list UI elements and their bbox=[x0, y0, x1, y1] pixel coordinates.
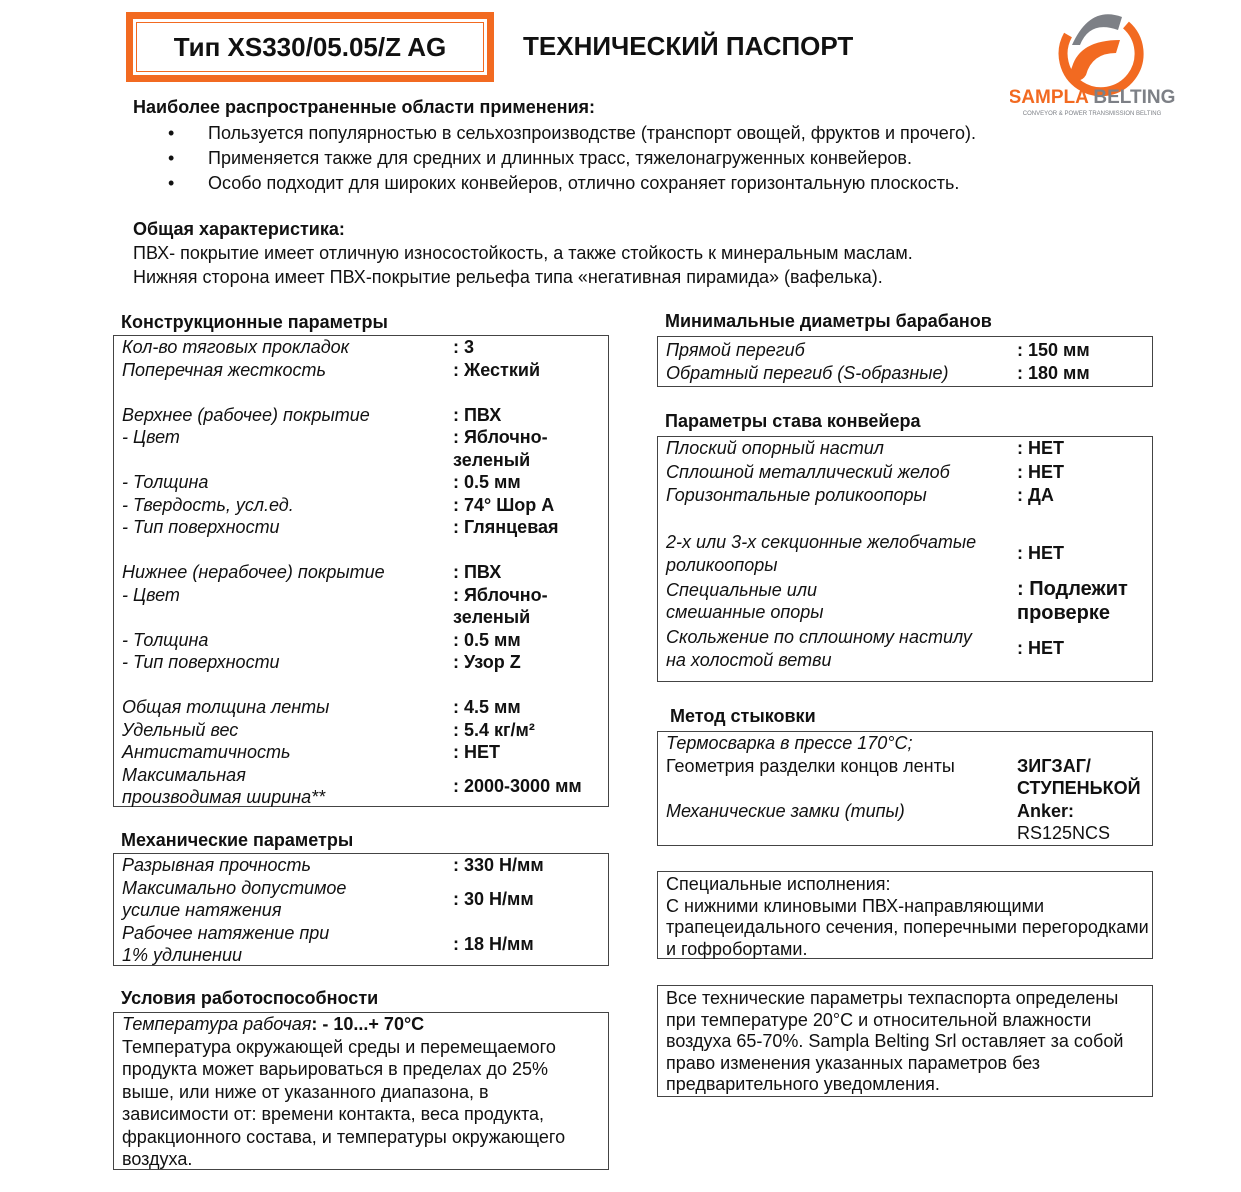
geometry-value: ЗИГЗАГ/ СТУПЕНЬКОЙ bbox=[1017, 755, 1141, 798]
temperature-value: : - 10...+ 70°C bbox=[311, 1014, 425, 1034]
spacer bbox=[122, 539, 608, 562]
param-label: Прямой перегиб bbox=[666, 340, 805, 360]
param-label: Общая толщина ленты bbox=[122, 697, 330, 717]
param-label: - Толщина bbox=[122, 629, 209, 650]
param-value: : Яблочно- зеленый bbox=[453, 427, 548, 470]
param-value: : 0.5 мм bbox=[453, 472, 521, 492]
param-value: : НЕТ bbox=[1017, 638, 1064, 659]
param-label: Рабочее натяжение при 1% удлинении bbox=[122, 922, 330, 965]
param-label: Верхнее (рабочее) покрытие bbox=[122, 404, 370, 425]
param-value: : Глянцевая bbox=[453, 517, 559, 537]
param-label: Нижнее (нерабочее) покрытие bbox=[122, 562, 385, 582]
param-label: Сплошной металлический желоб bbox=[666, 461, 950, 482]
param-value: : ПВХ bbox=[453, 404, 502, 425]
param-value: : Подлежит проверке bbox=[1017, 578, 1128, 624]
operating-box bbox=[113, 1012, 609, 1170]
general-heading: Общая характеристика: bbox=[133, 219, 345, 239]
param-label: Скольжение по сплошному настилу на холостой ветви bbox=[666, 627, 972, 670]
logo-icon bbox=[1010, 5, 1175, 120]
param-value: : НЕТ bbox=[1017, 461, 1064, 482]
param-label: Антистатичность bbox=[122, 742, 291, 762]
param-value: : 2000-3000 мм bbox=[453, 775, 582, 796]
param-label: - Цвет bbox=[122, 427, 180, 447]
param-value: : 0.5 мм bbox=[453, 629, 521, 650]
param-value: : НЕТ bbox=[1017, 543, 1064, 564]
construction-heading: Конструкционные параметры bbox=[121, 312, 388, 332]
svg-text:SAMPLA BELTING: SAMPLA BELTING bbox=[1010, 87, 1175, 108]
pulleys-table bbox=[657, 336, 1153, 387]
general-line: Нижняя сторона имеет ПВХ-покрытие рельефа типа «негативная пирамида» (вафелька). bbox=[133, 267, 883, 287]
param-value: : 5.4 кг/м² bbox=[453, 719, 535, 740]
param-label: Поперечная жесткость bbox=[122, 359, 326, 380]
mech-fasteners-model: RS125NCS bbox=[1017, 823, 1111, 843]
param-label: Кол-во тяговых прокладок bbox=[122, 337, 350, 357]
document-title: ТЕХНИЧЕСКИЙ ПАСПОРТ bbox=[523, 31, 854, 61]
param-value: : Узор Z bbox=[453, 652, 521, 672]
frame-heading: Параметры става конвейера bbox=[665, 411, 921, 431]
param-value: : 150 мм bbox=[1017, 340, 1090, 360]
general-line: ПВХ- покрытие имеет отличную износостойкость, а также стойкость к минеральным маслам. bbox=[133, 243, 913, 263]
param-label: - Цвет bbox=[122, 584, 180, 605]
param-value: : Яблочно- зеленый bbox=[453, 584, 548, 627]
param-label: Плоский опорный настил bbox=[666, 438, 884, 458]
param-label: 2-х или 3-х секционные желобчатые роликоопоры bbox=[666, 532, 977, 575]
param-value: : 4.5 мм bbox=[453, 697, 521, 717]
frame-table bbox=[657, 436, 1153, 682]
list-item: • Особо подходит для широких конвейеров, отлично сохраняет горизонтальную плоскость. bbox=[168, 171, 976, 196]
param-label: - Тип поверхности bbox=[122, 517, 280, 537]
param-value: : 180 мм bbox=[1017, 362, 1090, 383]
param-value: : НЕТ bbox=[453, 742, 500, 762]
spacer bbox=[666, 508, 1152, 531]
operating-text: Температура окружающей среды и перемещаемого продукта может варьироваться в пределах до 25% выше, или ниже от указанного диапазона, в зависимости от: времени контакта, веса продукта, фракционного состава, и температуры окружающего воздуха. bbox=[122, 1036, 566, 1169]
param-label: Максимально допустимое усилие натяжения bbox=[122, 877, 347, 920]
special-versions-box: Специальные исполнения: С нижними клиновыми ПВХ-направляющими трапецеидального сечения, поперечными перегородками и гофробортами. bbox=[657, 871, 1153, 959]
applications-list bbox=[168, 121, 976, 196]
mech-fasteners-brand: Anker: bbox=[1017, 800, 1075, 821]
param-label: Максимальная производимая ширина** bbox=[122, 764, 326, 807]
pulleys-heading: Минимальные диаметры барабанов bbox=[665, 311, 992, 331]
param-value: : 330 Н/мм bbox=[453, 855, 544, 875]
param-value: : ПВХ bbox=[453, 562, 502, 582]
mech-fasteners-label: Механические замки (типы) bbox=[666, 800, 905, 821]
temperature-label: Температура рабочая bbox=[122, 1014, 312, 1034]
param-label: Обратный перегиб (S-образные) bbox=[666, 362, 949, 383]
hot-splice-text: Термосварка в прессе 170°C; bbox=[666, 733, 913, 753]
param-value: : 18 Н/мм bbox=[453, 933, 534, 954]
applications-heading: Наиболее распространенные области применения: bbox=[133, 97, 596, 117]
list-item: • Пользуется популярностью в сельхозпроизводстве (транспорт овощей, фруктов и прочего). bbox=[168, 121, 976, 146]
param-value: : ДА bbox=[1017, 485, 1054, 505]
general-text bbox=[133, 241, 913, 289]
param-label: Специальные или смешанные опоры bbox=[666, 579, 824, 622]
param-value: : 30 Н/мм bbox=[453, 888, 534, 909]
type-label: Тип XS330/05.05/Z AG bbox=[136, 22, 484, 72]
list-item-text: Особо подходит для широких конвейеров, отлично сохраняет горизонтальную плоскость. bbox=[208, 173, 960, 193]
spacer bbox=[122, 674, 608, 697]
param-value: : Жесткий bbox=[453, 359, 541, 380]
list-item-text: Пользуется популярностью в сельхозпроизводстве (транспорт овощей, фруктов и прочего). bbox=[208, 123, 976, 143]
param-value: : 74° Шор A bbox=[453, 494, 555, 515]
param-value: : НЕТ bbox=[1017, 438, 1064, 458]
splicing-box bbox=[657, 731, 1153, 846]
construction-table bbox=[113, 335, 609, 807]
param-label: Разрывная прочность bbox=[122, 855, 311, 875]
mechanical-table bbox=[113, 853, 609, 966]
list-item: • Применяется также для средних и длинных трасс, тяжелонагруженных конвейеров. bbox=[168, 146, 976, 171]
list-item-text: Применяется также для средних и длинных трасс, тяжелонагруженных конвейеров. bbox=[208, 148, 912, 168]
disclaimer-box: Все технические параметры техпаспорта определены при температуре 20°C и относительной влажности воздуха 65-70%. Sampla Belting Srl оставляет за собой право изменения указанных параметров без предварительного уведомления. bbox=[657, 985, 1153, 1097]
operating-heading: Условия работоспособности bbox=[121, 988, 379, 1008]
mechanical-heading: Механические параметры bbox=[121, 830, 354, 850]
param-label: - Толщина bbox=[122, 472, 209, 492]
param-label: Удельный вес bbox=[122, 719, 239, 740]
type-label-box bbox=[126, 12, 494, 82]
param-value: : 3 bbox=[453, 337, 475, 357]
splicing-heading: Метод стыковки bbox=[670, 706, 816, 726]
param-label: Горизонтальные роликоопоры bbox=[666, 485, 927, 505]
svg-text:CONVEYOR & POWER TRANSMISSION: CONVEYOR & POWER TRANSMISSION BELTING bbox=[1022, 111, 1162, 117]
param-label: - Тип поверхности bbox=[122, 652, 280, 672]
geometry-label: Геометрия разделки концов ленты bbox=[666, 755, 955, 776]
sampla-belting-logo bbox=[1010, 5, 1175, 120]
param-label: - Твердость, усл.ед. bbox=[122, 494, 294, 515]
spacer bbox=[122, 381, 608, 404]
